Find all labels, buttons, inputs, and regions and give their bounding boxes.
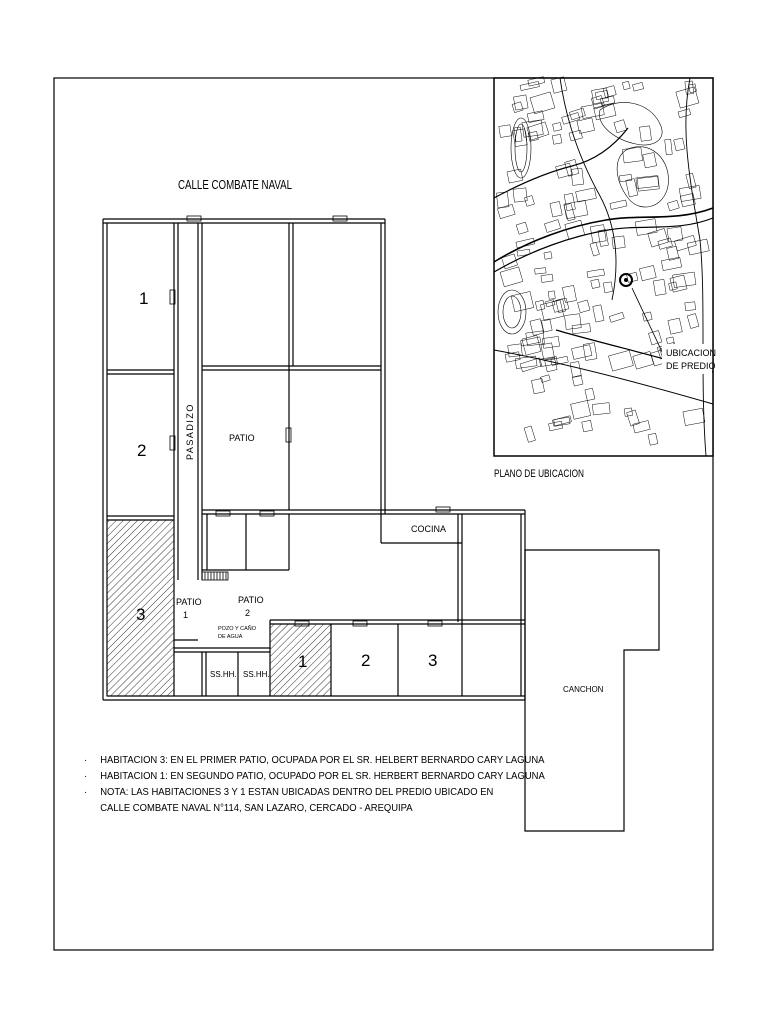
- location-map: [494, 77, 716, 456]
- room-2-left-number: 2: [137, 441, 147, 460]
- street-label: CALLE COMBATE NAVAL: [178, 178, 293, 192]
- well-label-line2: DE AGUA: [218, 634, 243, 640]
- sshh-1-label: SS.HH.: [210, 670, 237, 679]
- location-plan-title: PLANO DE UBICACION: [494, 468, 585, 480]
- location-marker-label-line1: UBICACION: [666, 348, 717, 358]
- patio-1-label: PATIO: [176, 597, 202, 607]
- canchon-label: CANCHON: [563, 685, 604, 694]
- patio-2-number: 2: [245, 608, 251, 618]
- note-location-line1: NOTA: LAS HABITACIONES 3 Y 1 ESTAN UBICADAS DENTRO DEL PREDIO UBICADO EN: [100, 786, 494, 798]
- notes-block: [84, 752, 545, 816]
- note-location: [84, 784, 494, 816]
- patio-main-label: PATIO: [229, 433, 255, 443]
- patio-2-label: PATIO: [238, 595, 264, 605]
- bullet: ·: [84, 786, 88, 798]
- cocina-label: COCINA: [411, 524, 447, 534]
- patio-1-number: 1: [183, 610, 189, 620]
- corridor-label: PASADIZO: [185, 403, 195, 460]
- note-room-3: [84, 752, 545, 768]
- location-marker-label-line2: DE PREDIO: [666, 361, 716, 371]
- note-location-line2: CALLE COMBATE NAVAL N°114, SAN LAZARO, CERCADO - AREQUIPA: [100, 802, 413, 814]
- note-room-1-text: HABITACION 1: EN SEGUNDO PATIO, OCUPADO POR EL SR. HERBERT BERNARDO CARY LAGUNA: [100, 770, 545, 782]
- note-room-3-text: HABITACION 3: EN EL PRIMER PATIO, OCUPADA POR EL SR. HELBERT BERNARDO CARY LAGUNA: [100, 754, 545, 766]
- room-3-left-number: 3: [136, 605, 146, 624]
- bullet: ·: [84, 754, 88, 766]
- well-label-line1: POZO Y CAÑO: [218, 626, 257, 632]
- room-2-bottom-number: 2: [361, 651, 371, 670]
- bullet: ·: [84, 770, 88, 782]
- room-1-bottom-number: 1: [298, 652, 308, 671]
- stair-icon: [202, 572, 228, 580]
- room-1-top-number: 1: [139, 289, 149, 308]
- sshh-2-label: SS.HH.: [243, 670, 270, 679]
- room-3-bottom-number: 3: [428, 651, 438, 670]
- note-room-1: [84, 768, 545, 784]
